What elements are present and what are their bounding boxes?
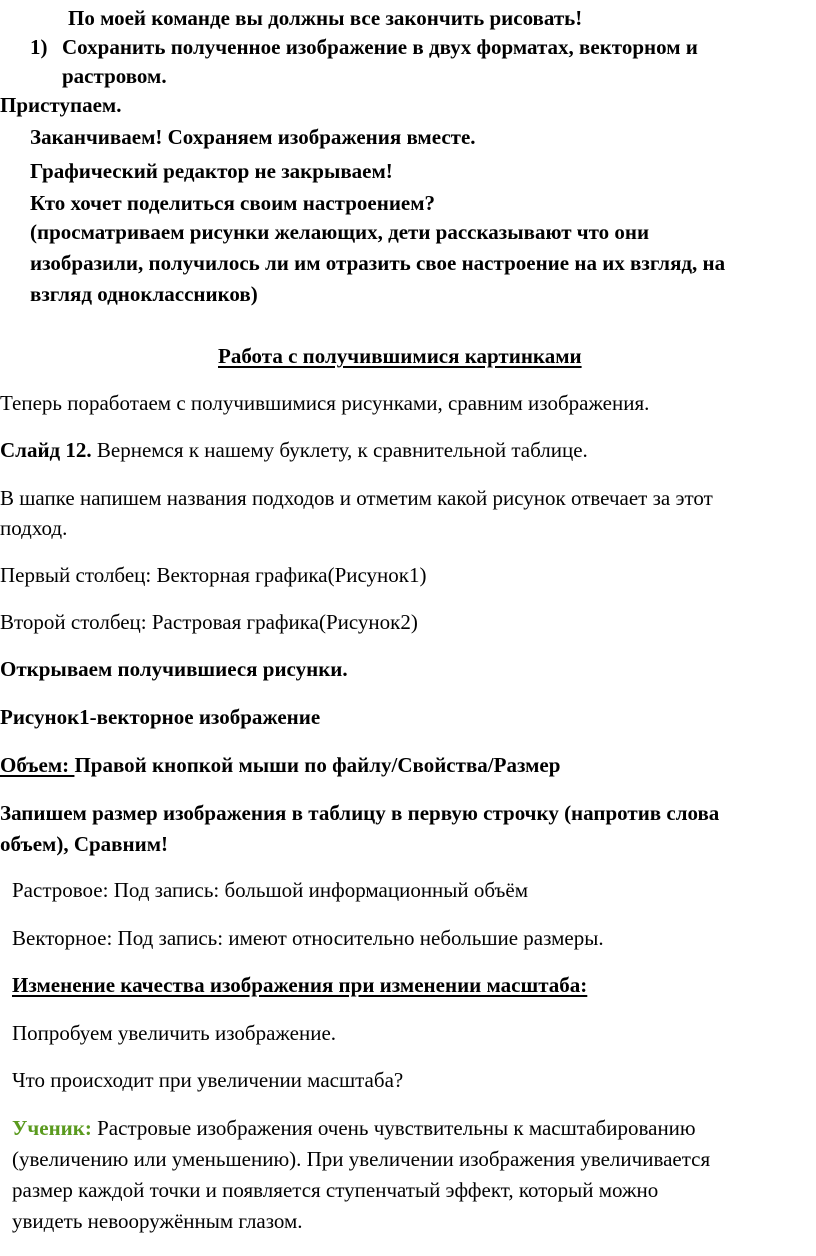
section-heading-quality-change: Изменение качества изображения при изменении масштаба: <box>12 973 588 997</box>
paragraph-table-header-line1: В шапке напишем названия подходов и отметим какой рисунок отвечает за этот <box>0 486 713 510</box>
instruction-finish-drawing: По моей команде вы должны все закончить рисовать! <box>68 6 583 30</box>
paragraph-table-header-line2: подход. <box>0 516 68 540</box>
list-item-save-formats: Сохранить полученное изображение в двух форматах, векторном и <box>62 35 698 59</box>
slide-text: Вернемся к нашему буклету, к сравнительной таблице. <box>91 438 588 462</box>
volume-steps: Правой кнопкой мыши по файлу/Свойства/Размер <box>74 753 561 777</box>
record-size-line2: объем), Сравним! <box>0 832 169 856</box>
try-zoom-text: Попробуем увеличить изображение. <box>12 1021 337 1045</box>
zoom-question: Что происходит при увеличении масштаба? <box>12 1068 404 1092</box>
vector-note: Векторное: Под запись: имеют относительно небольшие размеры. <box>12 926 604 950</box>
viewing-note-line2: изобразили, получилось ли им отразить свое настроение на их взгляд, на <box>30 251 726 275</box>
viewing-note-line1: (просматриваем рисунки желающих, дети рассказывают что они <box>30 220 650 244</box>
picture1-vector-text: Рисунок1-векторное изображение <box>0 705 321 729</box>
second-column-text: Второй столбец: Растровая графика(Рисунок2) <box>0 610 418 634</box>
volume-instruction <box>0 749 560 782</box>
student-label: Ученик: <box>12 1116 92 1140</box>
student-answer-line1 <box>12 1112 696 1145</box>
viewing-note-line3: взгляд одноклассников) <box>30 282 258 306</box>
first-column-text: Первый столбец: Векторная графика(Рисунок1) <box>0 563 427 587</box>
student-answer-text: Растровые изображения очень чувствительны к масштабированию <box>91 1116 696 1140</box>
finish-save-text: Заканчиваем! Сохраняем изображения вместе. <box>30 125 476 149</box>
open-pictures-text: Открываем получившиеся рисунки. <box>0 657 348 681</box>
list-item-save-formats-cont: растровом. <box>62 64 167 88</box>
share-mood-question: Кто хочет поделиться своим настроением? <box>30 191 436 215</box>
student-answer-line2: (увеличению или уменьшению). При увеличении изображения увеличивается <box>12 1147 711 1171</box>
student-answer-line4: увидеть невооружённым глазом. <box>12 1209 303 1233</box>
paragraph-slide-12 <box>0 434 588 467</box>
editor-not-close-text: Графический редактор не закрываем! <box>30 159 393 183</box>
student-answer-line3: размер каждой точки и появляется ступенчатый эффект, который можно <box>12 1178 659 1202</box>
volume-label: Объем: <box>0 753 75 777</box>
slide-label: Слайд 12. <box>0 438 92 462</box>
proceed-text: Приступаем. <box>0 93 122 117</box>
section-heading-work-with-pictures: Работа с получившимися картинками <box>218 344 582 368</box>
list-item-number: 1) <box>30 35 48 59</box>
paragraph-compare-images: Теперь поработаем с получившимися рисунками, сравним изображения. <box>0 391 650 415</box>
raster-note: Растровое: Под запись: большой информационный объём <box>12 878 529 902</box>
record-size-line1: Запишем размер изображения в таблицу в первую строчку (напротив слова <box>0 801 720 825</box>
